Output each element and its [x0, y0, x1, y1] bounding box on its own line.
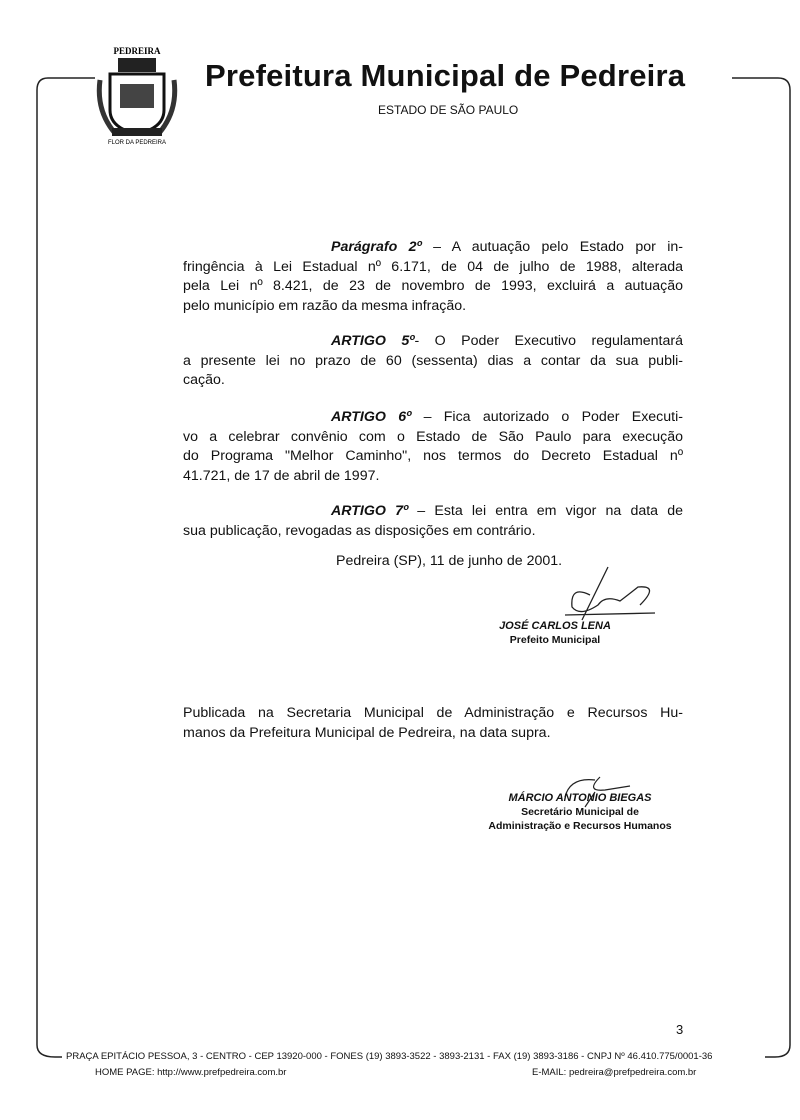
- paragraph-text: – A autuação pelo Estado por in-: [421, 239, 683, 255]
- page-title: Prefeitura Municipal de Pedreira: [205, 58, 686, 93]
- paragraph-line: sua publicação, revogadas as disposições em contrário.: [183, 522, 536, 539]
- artigo-7: [183, 502, 683, 541]
- paragraph-line: fringência à Lei Estadual nº 6.171, de 04 de julho de 1988, alterada: [183, 258, 683, 275]
- paragraph-text: - O Poder Executivo regulamentará: [414, 333, 683, 349]
- paragraph-line: pelo município em razão da mesma infração.: [183, 297, 467, 314]
- secretary-role: Secretário Municipal de: [521, 806, 639, 818]
- paragraph-2: [183, 238, 683, 316]
- paragraph-text: – Esta lei entra em vigor na data de: [408, 503, 684, 519]
- publication-line: Publicada na Secretaria Municipal de Administração e Recursos Hu-: [183, 705, 683, 721]
- secretary-name: MÁRCIO ANTONIO BIEGAS: [508, 792, 652, 804]
- paragraph-line: cação.: [183, 372, 225, 388]
- secretary-role: Administração e Recursos Humanos: [488, 820, 672, 832]
- svg-text:PEDREIRA: PEDREIRA: [113, 46, 161, 56]
- svg-text:FLOR DA PEDREIRA: FLOR DA PEDREIRA: [107, 140, 167, 146]
- paragraph-line: a presente lei no prazo de 60 (sessenta) dias a contar da sua publi-: [183, 352, 683, 369]
- footer-address: PRAÇA EPITÁCIO PESSOA, 3 - CENTRO - CEP 13920-000 - FONES (19) 3893-3522 - 3893-2131 - FAX (19) 3893-3186 - CNPJ Nº 46.410.775/0001-36: [66, 1051, 713, 1062]
- paragraph-line: vo a celebrar convênio com o Estado de São Paulo para execução: [183, 428, 683, 445]
- page-number: 3: [676, 1022, 684, 1037]
- date-line: Pedreira (SP), 11 de junho de 2001.: [336, 553, 563, 569]
- publication-line: manos da Prefeitura Municipal de Pedreira, na data supra.: [183, 724, 551, 741]
- publication-note: [183, 704, 683, 743]
- footer-email: E-MAIL: pedreira@prefpedreira.com.br: [532, 1067, 697, 1078]
- signer-name: JOSÉ CARLOS LENA: [499, 620, 611, 632]
- signer-role: Prefeito Municipal: [509, 634, 601, 646]
- state-subtitle: ESTADO DE SÃO PAULO: [378, 103, 519, 117]
- paragraph-line: pela Lei nº 8.421, de 23 de novembro de 1993, excluirá a autuação: [183, 278, 683, 294]
- article-lead: ARTIGO 5º: [331, 333, 415, 349]
- artigo-5: [183, 332, 683, 391]
- artigo-6: [183, 408, 683, 486]
- municipal-crest-logo: [92, 40, 182, 146]
- signature-mark: [520, 565, 660, 625]
- article-lead: ARTIGO 7º: [331, 503, 409, 519]
- article-lead: ARTIGO 6º: [331, 409, 412, 425]
- paragraph-lead: Parágrafo 2º: [331, 239, 422, 255]
- paragraph-text: – Fica autorizado o Poder Executi-: [411, 409, 683, 425]
- paragraph-line: 41.721, de 17 de abril de 1997.: [183, 467, 380, 484]
- footer-homepage: HOME PAGE: http://www.prefpedreira.com.br: [95, 1067, 287, 1078]
- paragraph-line: do Programa "Melhor Caminho", nos termos do Decreto Estadual nº: [183, 448, 683, 464]
